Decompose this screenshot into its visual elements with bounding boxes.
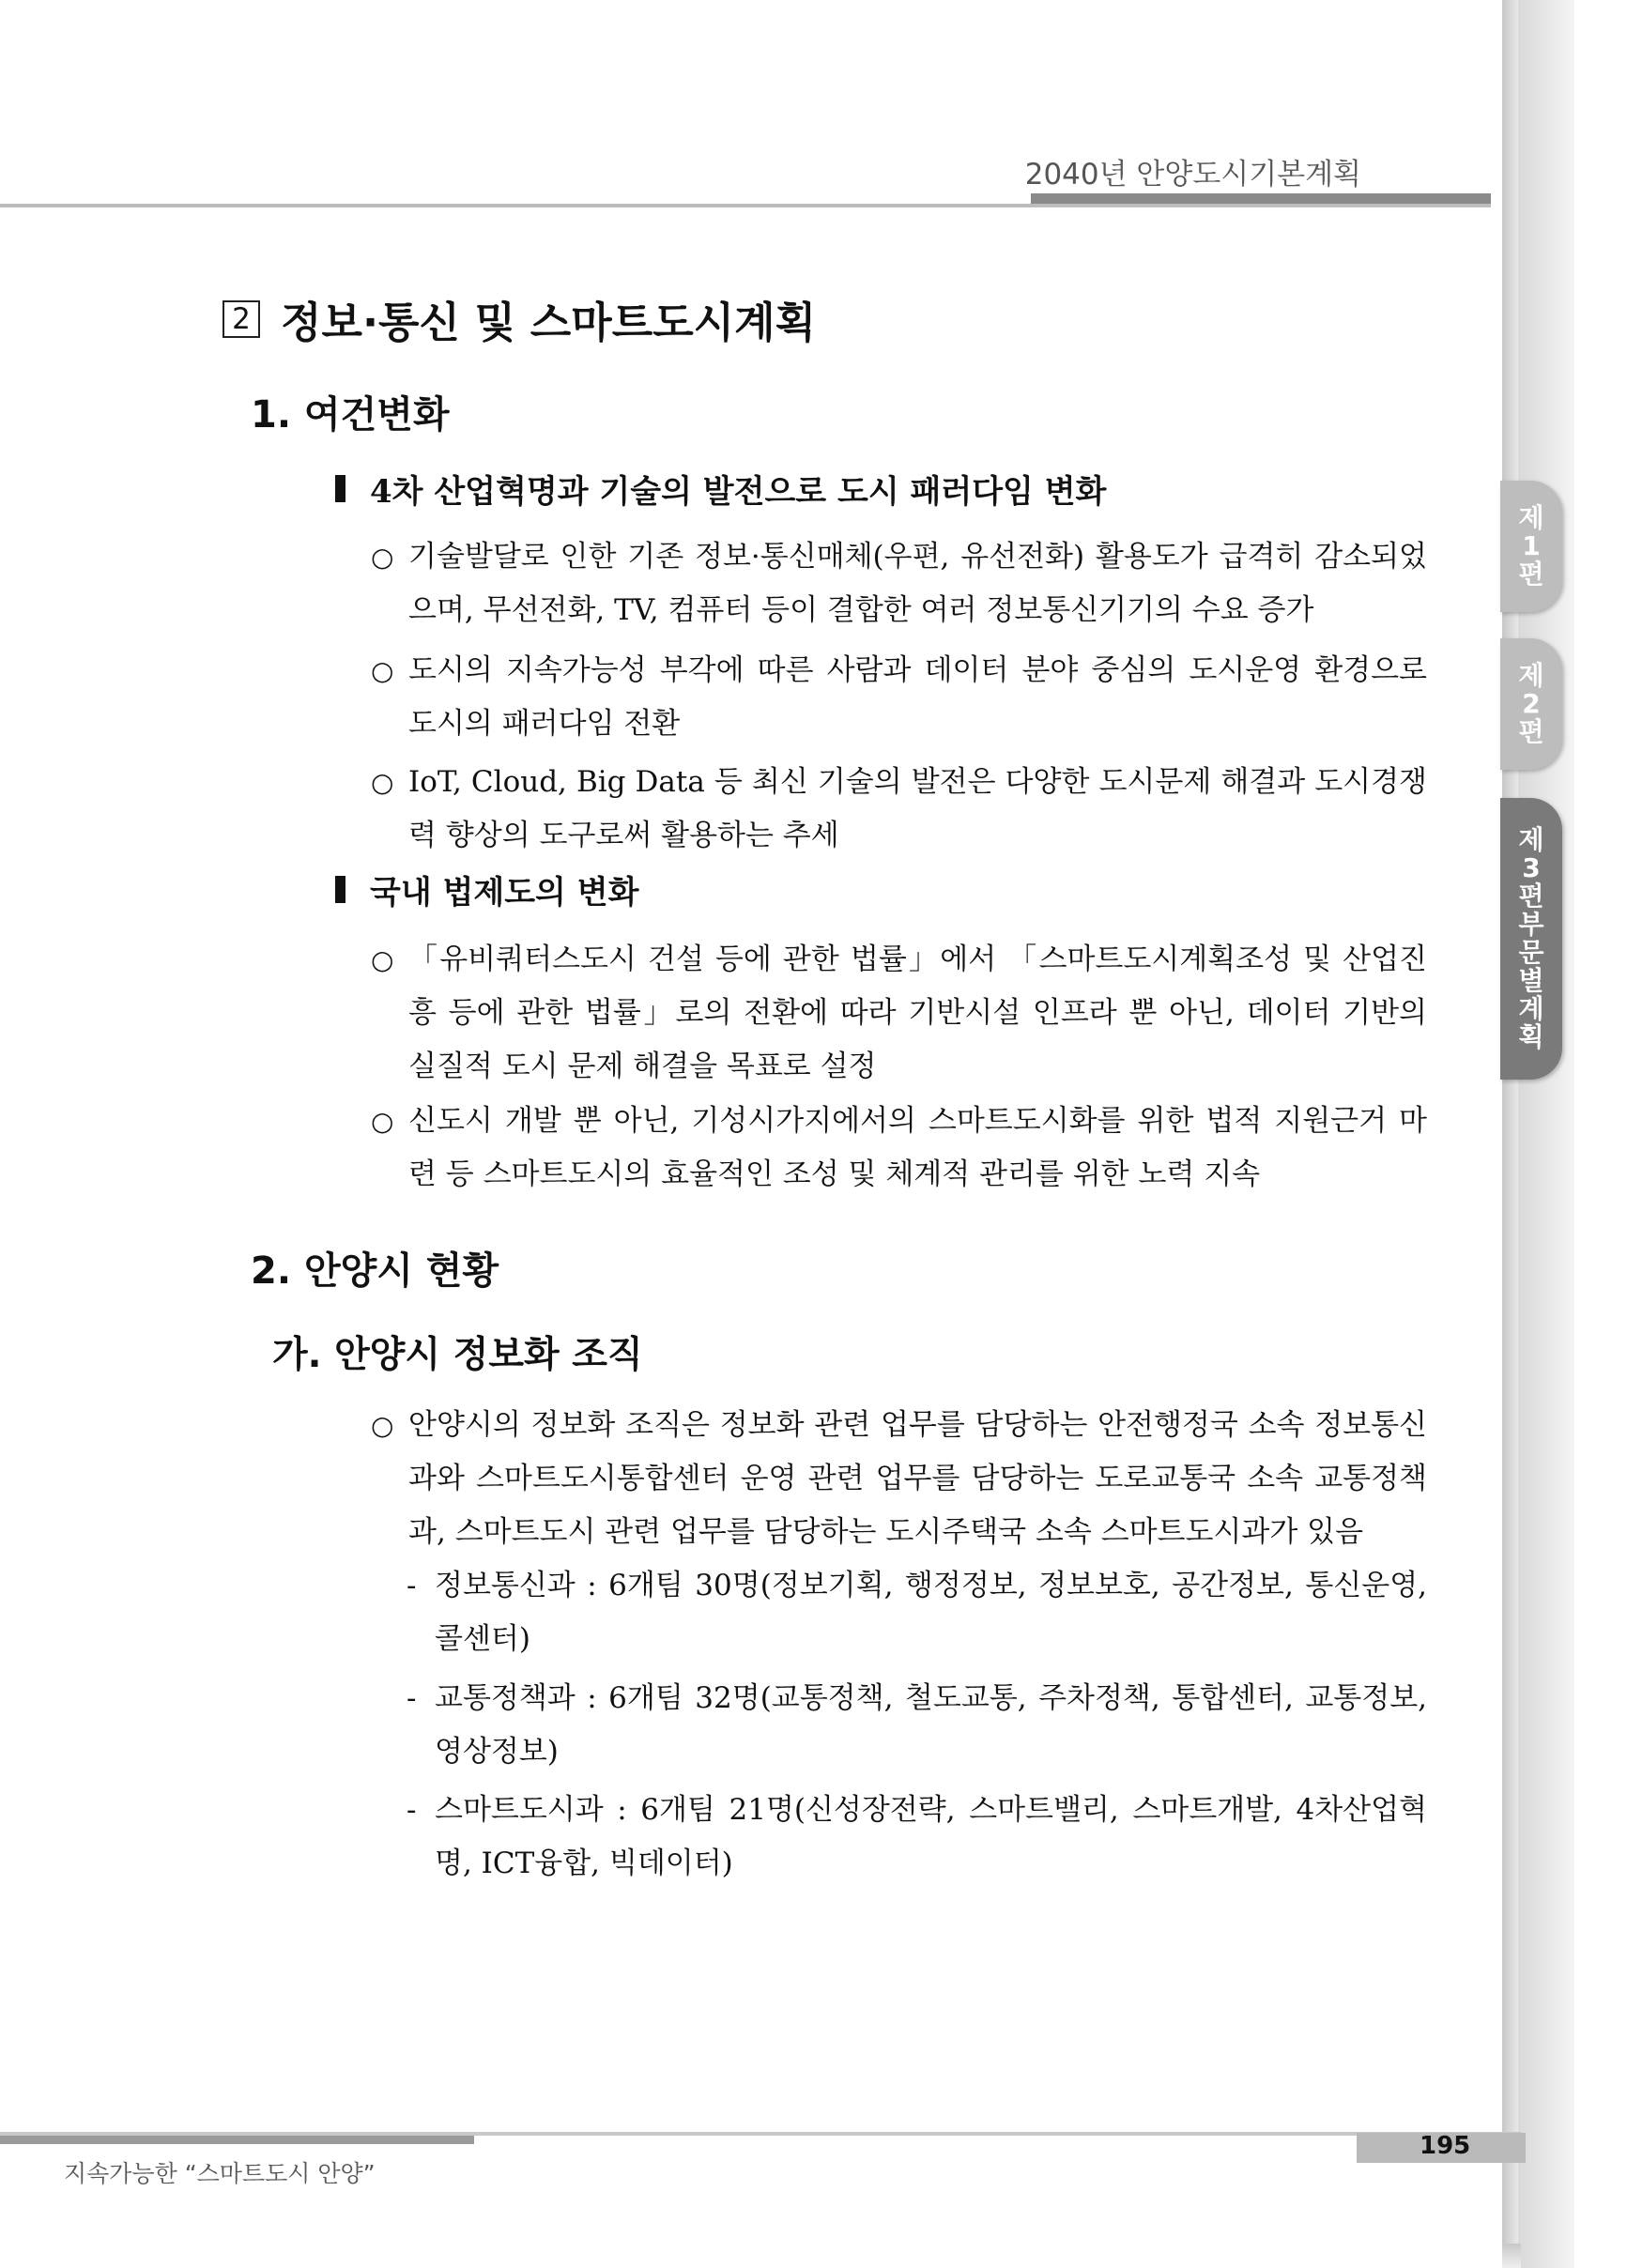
list-item-text: IoT, Cloud, Big Data 등 최신 기술의 발전은 다양한 도시문제 해결과 도시경쟁력 향상의 도구로써 활용하는 추세: [408, 765, 1427, 852]
tab-char: 계: [1518, 993, 1544, 1024]
tab-char: 제: [1518, 824, 1544, 855]
list-item-text: 도시의 지속가능성 부각에 따른 사람과 데이터 분야 중심의 도시운영 환경으로 도시의 패러다임 전환: [408, 653, 1427, 741]
tab-char: 편: [1518, 881, 1544, 912]
dash-item: [407, 1784, 1427, 1891]
header-rule: [0, 204, 1491, 207]
footer-title: 지속가능한 “스마트도시 안양”: [64, 2160, 376, 2187]
circle-bullet-icon: ○: [371, 1106, 394, 1137]
dash-item: [407, 1559, 1427, 1666]
tab-part-3[interactable]: [1500, 798, 1562, 1080]
list-item: [371, 1095, 1427, 1202]
tab-char: 편: [1518, 716, 1544, 747]
subheading-4th-industrial: [335, 466, 1106, 512]
section-heading: [223, 288, 816, 349]
subheading-text: 국내 법제도의 변화: [370, 874, 639, 912]
section-number-box: 2: [223, 300, 260, 338]
circle-bullet-icon: ○: [371, 944, 394, 975]
heading-conditions-change: 1. 여건변화: [251, 393, 450, 437]
dash-bullet-icon: -: [407, 1569, 417, 1602]
list-item-text: 「유비쿼터스도시 건설 등에 관한 법률」에서 「스마트도시계획조성 및 산업진흥 등에 관한 법률」로의 전환에 따라 기반시설 인프라 뿐 아닌, 데이터 기반의 실질적 도시 문제 해결을 목표로 설정: [408, 942, 1427, 1083]
tab-char: 별: [1518, 965, 1544, 996]
list-item-text: 신도시 개발 뿐 아닌, 기성시가지에서의 스마트도시화를 위한 법적 지원근거 마련 등 스마트도시의 효율적인 조성 및 체계적 관리를 위한 노력 지속: [408, 1104, 1427, 1191]
bar-marker-icon: [335, 475, 345, 502]
list-item: [371, 1399, 1427, 1559]
list-item: [371, 644, 1427, 751]
header-rule-accent: [1031, 193, 1491, 204]
dash-bullet-icon: -: [407, 1681, 417, 1715]
circle-bullet-icon: ○: [371, 767, 394, 798]
section-title: 정보·통신 및 스마트도시계획: [281, 298, 817, 347]
bar-marker-icon: [335, 876, 345, 903]
tab-char: 제: [1518, 502, 1544, 533]
list-item: [371, 530, 1427, 637]
dash-item-text: 정보통신과 : 6개팀 30명(정보기획, 행정정보, 정보보호, 공간정보, 통신운영, 콜센터): [435, 1569, 1427, 1656]
heading-anyang-status: 2. 안양시 현황: [251, 1249, 499, 1293]
list-item-text: 기술발달로 인한 기존 정보·통신매체(우편, 유선전화) 활용도가 급격히 감소되었으며, 무선전화, TV, 컴퓨터 등이 결합한 여러 정보통신기기의 수요 증가: [408, 540, 1427, 627]
tab-part-1[interactable]: [1500, 481, 1562, 612]
tab-char: 2: [1522, 688, 1541, 719]
page-edge-shadow: [1518, 0, 1574, 2268]
list-item: [371, 756, 1427, 863]
circle-bullet-icon: ○: [371, 1410, 394, 1441]
tab-char: 획: [1518, 1021, 1544, 1052]
tab-char: 1: [1522, 530, 1541, 561]
tab-char: 문: [1518, 937, 1544, 968]
subheading-law-change: [335, 866, 638, 912]
tab-char: 제: [1518, 660, 1544, 691]
running-header: 2040년 안양도시기본계획: [1024, 158, 1361, 192]
dash-item: [407, 1672, 1427, 1779]
footer-rule-accent: [0, 2136, 474, 2144]
circle-bullet-icon: ○: [371, 542, 394, 573]
dash-bullet-icon: -: [407, 1793, 417, 1827]
tab-char: 3: [1522, 852, 1541, 883]
subheading-text: 4차 산업혁명과 기술의 발전으로 도시 패러다임 변화: [370, 473, 1107, 511]
dash-item-text: 교통정책과 : 6개팀 32명(교통정책, 철도교통, 주차정책, 통합센터, 교통정보, 영상정보): [435, 1681, 1427, 1769]
list-item-text: 안양시의 정보화 조직은 정보화 관련 업무를 담당하는 안전행정국 소속 정보통신과와 스마트도시통합센터 운영 관련 업무를 담당하는 도로교통국 소속 교통정책과, 스마트도시 관련 업무를 담당하는 도시주택국 소속 스마트도시과가 있음: [408, 1408, 1427, 1549]
heading-info-organization: 가. 안양시 정보화 조직: [272, 1334, 643, 1376]
tab-char: 편: [1518, 559, 1544, 590]
list-item: [371, 933, 1427, 1094]
tab-char: 부: [1518, 909, 1544, 940]
tab-part-2[interactable]: [1500, 638, 1562, 770]
dash-item-text: 스마트도시과 : 6개팀 21명(신성장전략, 스마트밸리, 스마트개발, 4차산업혁명, ICT융합, 빅데이터): [435, 1793, 1427, 1880]
circle-bullet-icon: ○: [371, 655, 394, 686]
page-number: 195: [1420, 2132, 1471, 2160]
